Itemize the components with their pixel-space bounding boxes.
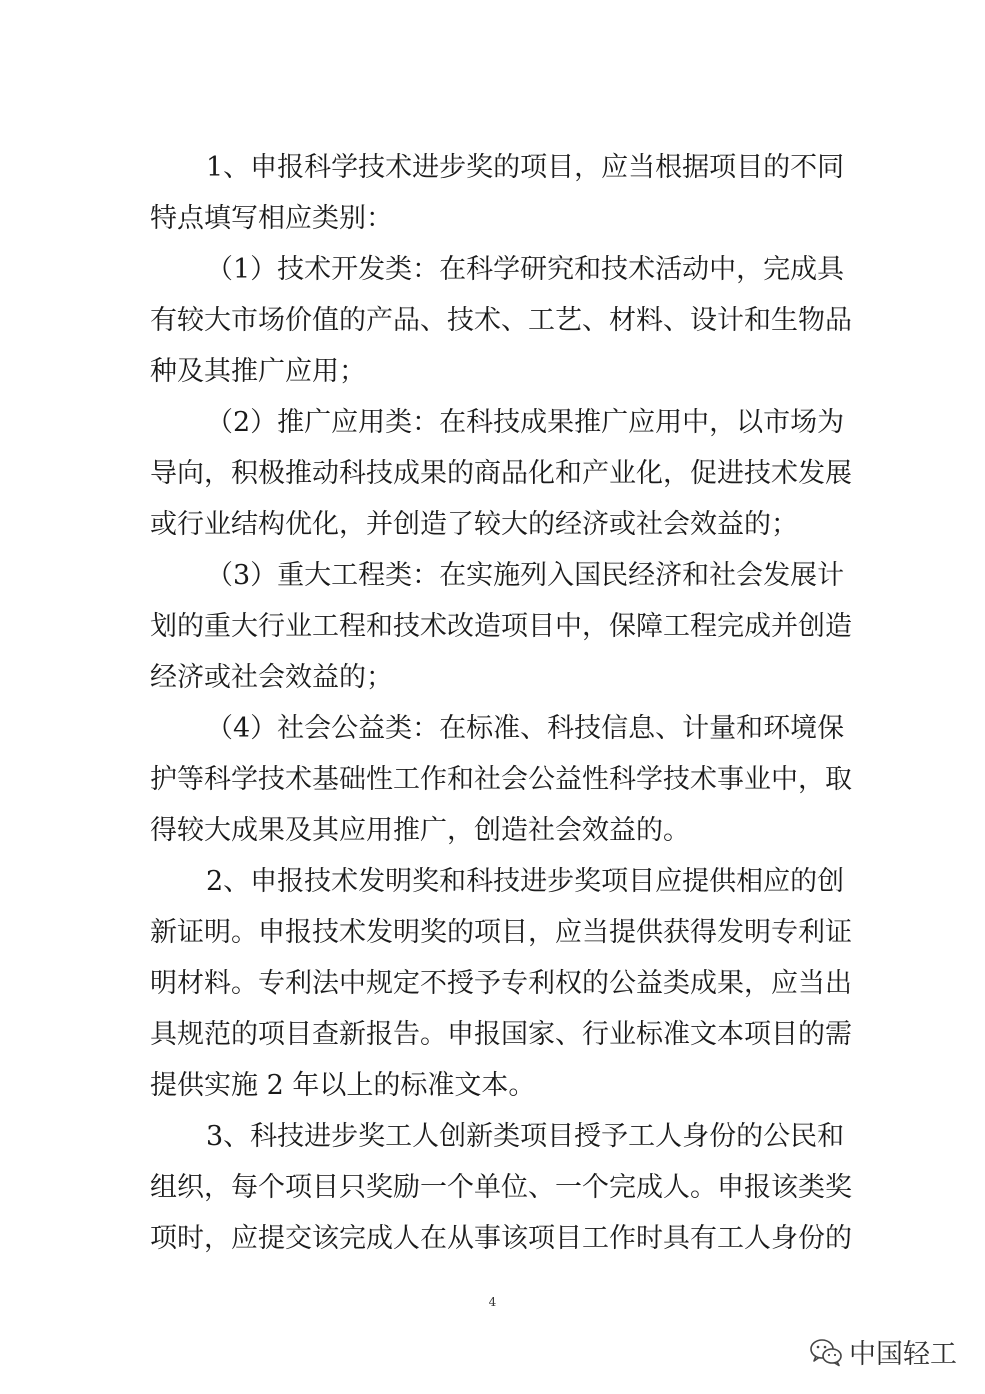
text-line: 提供实施 2 年以上的标准文本。 [150, 1070, 536, 1101]
wechat-watermark [809, 1332, 957, 1371]
text-line: （2）推广应用类：在科技成果推广应用中，以市场为 [206, 407, 845, 438]
text-line: 项时，应提交该完成人在从事该项目工作时具有工人身份的 [150, 1223, 852, 1254]
text-line: 经济或社会效益的； [150, 662, 393, 693]
watermark-text: 中国轻工 [849, 1339, 957, 1370]
text-line: 明材料。专利法中规定不授予专利权的公益类成果，应当出 [150, 968, 852, 999]
text-line: 2、申报技术发明奖和科技进步奖项目应提供相应的创 [206, 866, 845, 897]
text-line: 新证明。申报技术发明奖的项目，应当提供获得发明专利证 [150, 917, 852, 948]
text-line: 划的重大行业工程和技术改造项目中，保障工程完成并创造 [150, 611, 852, 642]
text-line: 种及其推广应用； [150, 356, 366, 387]
wechat-icon [809, 1337, 843, 1367]
text-line: 导向，积极推动科技成果的商品化和产业化，促进技术发展 [150, 458, 852, 489]
text-line: 有较大市场价值的产品、技术、工艺、材料、设计和生物品 [150, 305, 852, 336]
text-line: （3）重大工程类：在实施列入国民经济和社会发展计 [206, 560, 845, 591]
text-line: 1、申报科学技术进步奖的项目，应当根据项目的不同 [206, 152, 845, 183]
text-line: （4）社会公益类：在标准、科技信息、计量和环境保 [206, 713, 845, 744]
text-line: 具规范的项目查新报告。申报国家、行业标准文本项目的需 [150, 1019, 852, 1050]
text-line: 3、科技进步奖工人创新类项目授予工人身份的公民和 [206, 1121, 845, 1152]
text-line: 或行业结构优化，并创造了较大的经济或社会效益的； [150, 509, 798, 540]
page-number: 4 [488, 1295, 497, 1309]
text-line: （1）技术开发类：在科学研究和技术活动中，完成具 [206, 254, 845, 285]
text-line: 特点填写相应类别： [150, 203, 393, 234]
text-line: 组织，每个项目只奖励一个单位、一个完成人。申报该类奖 [150, 1172, 852, 1203]
text-line: 得较大成果及其应用推广，创造社会效益的。 [150, 815, 690, 846]
text-line: 护等科学技术基础性工作和社会公益性科学技术事业中，取 [150, 764, 852, 795]
